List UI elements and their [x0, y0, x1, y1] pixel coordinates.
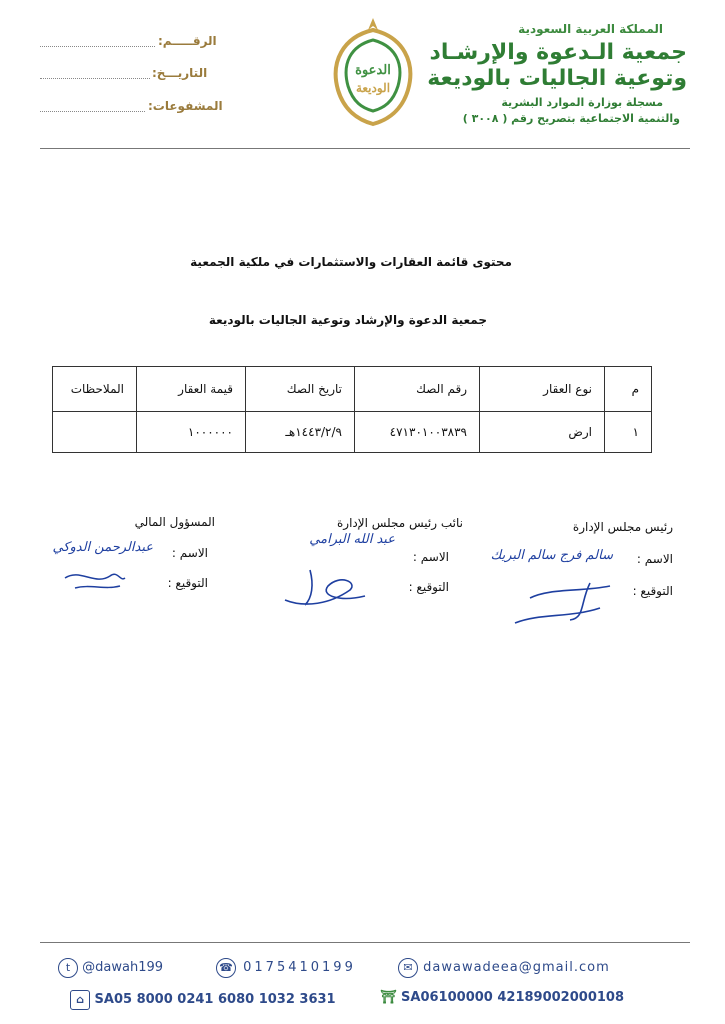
document-subtitle: جمعية الدعوة والإرشاد وتوعية الجاليات بالوديعة — [208, 313, 487, 327]
cell-index: ١ — [605, 412, 652, 453]
cell-deed-date: ١٤٤٣/٢/٩هـ — [246, 412, 355, 453]
attachments-line — [40, 110, 145, 112]
number-label: الرقـــــم: — [158, 34, 217, 48]
header-type: نوع العقار — [480, 367, 605, 412]
cell-value: ١٠٠٠٠٠٠ — [137, 412, 246, 453]
bank-icon: ⌂ — [70, 990, 90, 1010]
footer-iban1 — [70, 990, 336, 1010]
phone-number: 0175410199 — [243, 960, 356, 975]
org-registration-line1: مسجلة بوزارة الموارد البشرية — [501, 96, 663, 109]
cell-deed-number: ٤٧١٣٠١٠٠٣٨٣٩ — [355, 412, 480, 453]
header-notes: الملاحظات — [53, 367, 137, 412]
signature-chairman-name: سالم فرج سالم البريك — [490, 548, 613, 563]
svg-text:الدعوة: الدعوة — [355, 63, 391, 78]
iban1-text: SA05 8000 0241 6080 1032 3631 — [94, 992, 336, 1007]
twitter-icon: t — [58, 958, 78, 978]
email-address: dawawadeea@gmail.com — [423, 960, 610, 975]
footer-divider — [40, 942, 690, 943]
table-header-row — [53, 367, 652, 412]
org-name-line1: جمعية الـدعوة والإرشـاد — [429, 40, 687, 65]
signature-chairman-name-label: الاسم : — [636, 552, 673, 566]
header-divider — [40, 148, 690, 149]
signature-finance-name-label: الاسم : — [171, 546, 208, 560]
table-row — [53, 412, 652, 453]
bank2-icon: ⛩ — [380, 990, 397, 1005]
org-country: المملكة العربية السعودية — [518, 22, 663, 36]
signature-chairman-mark — [510, 578, 620, 628]
date-label: التاريـــخ: — [152, 66, 208, 80]
footer-iban2 — [380, 990, 624, 1005]
twitter-handle: @dawah199 — [82, 960, 164, 975]
cell-notes — [53, 412, 137, 453]
org-logo — [318, 12, 428, 132]
email-icon: ✉ — [398, 958, 418, 978]
signature-vice-name: عبد الله البرامي — [309, 532, 395, 547]
cell-type: ارض — [480, 412, 605, 453]
iban2-text: SA06100000 42189002000108 — [401, 990, 624, 1005]
footer-email — [398, 958, 610, 978]
signature-vice-mark — [280, 560, 380, 610]
signature-vice-name-label: الاسم : — [412, 550, 449, 564]
signature-finance-sign-label: التوقيع : — [167, 576, 208, 590]
footer-twitter — [58, 958, 163, 978]
header-value: قيمة العقار — [137, 367, 246, 412]
header-index: م — [605, 367, 652, 412]
signature-vice-sign-label: التوقيع : — [408, 580, 449, 594]
signature-finance-mark — [60, 558, 130, 594]
signature-vice-title: نائب رئيس مجلس الإدارة — [337, 516, 463, 530]
number-line — [40, 45, 155, 47]
svg-text:الوديعة: الوديعة — [355, 81, 391, 95]
header-deed-date: تاريخ الصك — [246, 367, 355, 412]
phone-icon: ☎ — [216, 958, 236, 978]
org-name-line2: وتوعية الجاليات بالوديعة — [427, 66, 687, 91]
signature-chairman-title: رئيس مجلس الإدارة — [572, 520, 673, 534]
property-table — [52, 366, 652, 453]
signature-chairman-sign-label: التوقيع : — [632, 584, 673, 598]
header-deed-number: رقم الصك — [355, 367, 480, 412]
footer-phone — [216, 958, 356, 978]
date-line — [40, 77, 150, 79]
document-title: محتوى قائمة العقارات والاستثمارات في ملكية الجمعية — [190, 255, 512, 269]
org-registration-line2: والتنمية الاجتماعية بتصريح رقم ( ٣٠٠٨ ) — [462, 112, 680, 125]
attachments-label: المشفوعات: — [148, 99, 223, 113]
signature-finance-name: عبدالرحمن الدوكي — [52, 540, 153, 555]
signature-finance-title: المسؤول المالي — [134, 515, 215, 529]
